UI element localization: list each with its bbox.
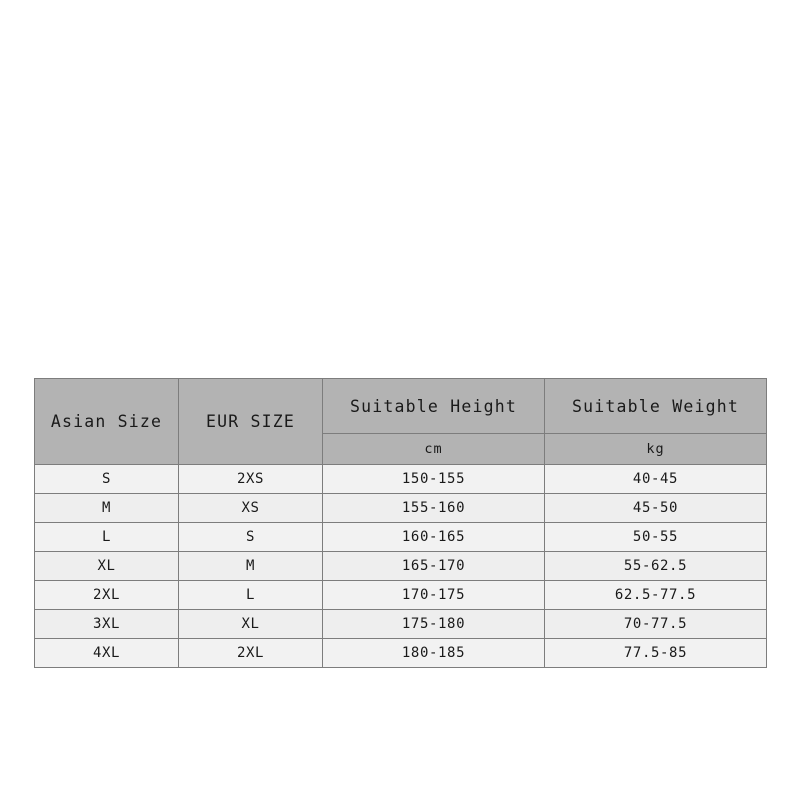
- cell-eur-size: L: [179, 581, 323, 610]
- header-suitable-weight: Suitable Weight: [545, 379, 767, 434]
- cell-height: 175-180: [323, 610, 545, 639]
- cell-eur-size: 2XL: [179, 639, 323, 668]
- header-height-unit: cm: [323, 434, 545, 465]
- cell-weight: 45-50: [545, 494, 767, 523]
- cell-eur-size: XL: [179, 610, 323, 639]
- table-row: [35, 552, 767, 581]
- cell-asian-size: 4XL: [35, 639, 179, 668]
- table-row: [35, 523, 767, 552]
- cell-asian-size: XL: [35, 552, 179, 581]
- cell-weight: 40-45: [545, 465, 767, 494]
- cell-eur-size: XS: [179, 494, 323, 523]
- cell-asian-size: S: [35, 465, 179, 494]
- cell-weight: 55-62.5: [545, 552, 767, 581]
- table-row: [35, 465, 767, 494]
- header-eur-size: EUR SIZE: [179, 379, 323, 465]
- cell-weight: 70-77.5: [545, 610, 767, 639]
- header-asian-size: Asian Size: [35, 379, 179, 465]
- cell-eur-size: 2XS: [179, 465, 323, 494]
- cell-height: 150-155: [323, 465, 545, 494]
- table-row: [35, 581, 767, 610]
- cell-weight: 77.5-85: [545, 639, 767, 668]
- table-body: [35, 465, 767, 668]
- table-header-row-main: [35, 379, 767, 434]
- cell-asian-size: L: [35, 523, 179, 552]
- cell-height: 180-185: [323, 639, 545, 668]
- table-row: [35, 639, 767, 668]
- header-suitable-height: Suitable Height: [323, 379, 545, 434]
- header-weight-unit: kg: [545, 434, 767, 465]
- table-row: [35, 494, 767, 523]
- size-chart-table: [34, 378, 767, 668]
- cell-weight: 62.5-77.5: [545, 581, 767, 610]
- cell-height: 165-170: [323, 552, 545, 581]
- cell-height: 155-160: [323, 494, 545, 523]
- cell-asian-size: 3XL: [35, 610, 179, 639]
- cell-eur-size: S: [179, 523, 323, 552]
- size-chart-container: [34, 378, 766, 668]
- cell-height: 160-165: [323, 523, 545, 552]
- cell-eur-size: M: [179, 552, 323, 581]
- cell-asian-size: 2XL: [35, 581, 179, 610]
- table-header: [35, 379, 767, 465]
- table-row: [35, 610, 767, 639]
- cell-height: 170-175: [323, 581, 545, 610]
- cell-weight: 50-55: [545, 523, 767, 552]
- cell-asian-size: M: [35, 494, 179, 523]
